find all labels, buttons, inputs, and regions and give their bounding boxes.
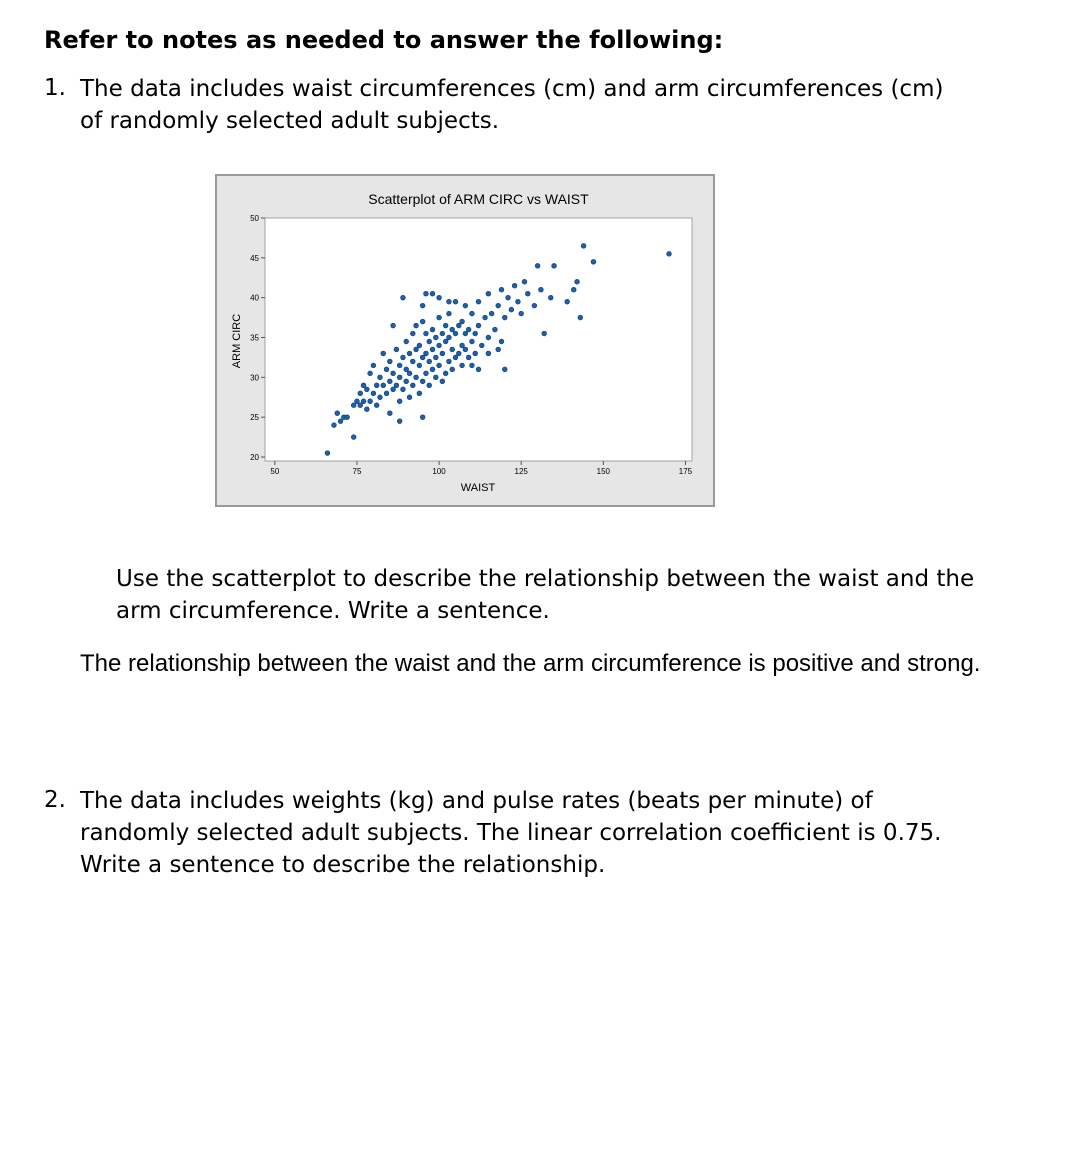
data-point [371, 391, 376, 396]
data-point [420, 319, 425, 324]
data-point [374, 403, 379, 408]
data-point [447, 335, 452, 340]
data-point [358, 391, 363, 396]
data-point [532, 303, 537, 308]
data-point [433, 375, 438, 380]
data-point [335, 411, 340, 416]
data-point [433, 335, 438, 340]
data-point [489, 311, 494, 316]
data-point [407, 371, 412, 376]
y-axis-label: ARM CIRC [231, 313, 243, 369]
data-point [440, 351, 445, 356]
data-point [384, 391, 389, 396]
data-point [486, 351, 491, 356]
data-point [384, 367, 389, 372]
data-point [463, 303, 468, 308]
data-point [414, 347, 419, 352]
y-tick-label: 25 [250, 413, 259, 423]
plot-area [265, 218, 692, 461]
data-point [493, 327, 498, 332]
data-point [364, 387, 369, 392]
question-1-text: The data includes waist circumferences (cm) and arm circumferences (cm) of randomly selected adult subjects. [80, 76, 944, 134]
data-point [374, 383, 379, 388]
data-point [378, 395, 383, 400]
data-point [443, 371, 448, 376]
data-point [453, 355, 458, 360]
y-tick-label: 40 [250, 293, 259, 303]
data-point [516, 299, 521, 304]
data-point [542, 331, 547, 336]
data-point [368, 399, 373, 404]
data-point [512, 283, 517, 288]
data-point [387, 411, 392, 416]
data-point [394, 383, 399, 388]
data-point [427, 359, 432, 364]
data-point [391, 387, 396, 392]
data-point [414, 375, 419, 380]
data-point [463, 347, 468, 352]
data-point [437, 343, 442, 348]
data-point [486, 335, 491, 340]
data-point [420, 303, 425, 308]
data-point [410, 331, 415, 336]
data-point [437, 363, 442, 368]
data-point [519, 311, 524, 316]
data-point [450, 367, 455, 372]
x-tick-label: 50 [270, 467, 280, 476]
data-point [364, 407, 369, 412]
data-point [407, 351, 412, 356]
data-point [548, 295, 553, 300]
data-point [456, 351, 461, 356]
question-2-number: 2. [44, 787, 66, 813]
question-1-answer[interactable]: The relationship between the waist and the arm circumference is positive and strong. [80, 650, 981, 677]
data-point [420, 379, 425, 384]
data-point [427, 383, 432, 388]
data-point [460, 363, 465, 368]
data-point [440, 331, 445, 336]
chart-title: Scatterplot of ARM CIRC vs WAIST [368, 191, 589, 207]
data-point [420, 355, 425, 360]
data-point [460, 343, 465, 348]
data-point [424, 371, 429, 376]
data-point [486, 291, 491, 296]
data-point [460, 319, 465, 324]
x-tick-label: 75 [352, 467, 362, 476]
data-point [463, 331, 468, 336]
data-point [397, 363, 402, 368]
data-point [355, 399, 360, 404]
x-axis-label: WAIST [460, 482, 496, 494]
data-point [430, 327, 435, 332]
question-2-text: The data includes weights (kg) and pulse rates (beats per minute) of randomly selected adult subjects. The linear correlation coefficient is 0.75. Write a sentence to describe the relationship. [80, 788, 942, 878]
data-point [414, 323, 419, 328]
data-point [430, 291, 435, 296]
data-point [401, 295, 406, 300]
data-point [466, 327, 471, 332]
data-point [456, 323, 461, 328]
data-point [378, 375, 383, 380]
data-point [387, 359, 392, 364]
data-point [417, 343, 422, 348]
data-point [470, 339, 475, 344]
data-point [430, 347, 435, 352]
data-point [394, 347, 399, 352]
data-point [401, 387, 406, 392]
data-point [522, 279, 527, 284]
data-point [470, 363, 475, 368]
data-point [450, 347, 455, 352]
data-point [447, 311, 452, 316]
data-point [447, 299, 452, 304]
data-point [453, 331, 458, 336]
data-point [581, 243, 586, 248]
x-tick-label: 125 [514, 467, 528, 476]
data-point [430, 367, 435, 372]
data-point [427, 339, 432, 344]
data-point [361, 383, 366, 388]
data-point [443, 339, 448, 344]
data-point [407, 395, 412, 400]
data-point [450, 327, 455, 332]
data-point [473, 351, 478, 356]
data-point [397, 375, 402, 380]
y-tick-label: 35 [250, 333, 259, 343]
data-point [410, 359, 415, 364]
data-point [381, 351, 386, 356]
x-tick-label: 175 [678, 467, 693, 476]
data-point [552, 263, 557, 268]
data-point [325, 451, 330, 456]
page-heading: Refer to notes as needed to answer the following: [44, 26, 724, 54]
data-point [483, 315, 488, 320]
data-point [473, 331, 478, 336]
question-1-instruction: Use the scatterplot to describe the relationship between the waist and the arm circumference. Write a sentence. [116, 566, 975, 624]
data-point [591, 259, 596, 264]
data-point [404, 379, 409, 384]
data-point [578, 315, 583, 320]
data-point [502, 315, 507, 320]
data-point [667, 251, 672, 256]
y-tick-label: 50 [250, 214, 259, 223]
data-point [447, 359, 452, 364]
data-point [437, 295, 442, 300]
data-point [397, 419, 402, 424]
y-tick-label: 30 [250, 373, 259, 383]
data-point [351, 435, 356, 440]
data-point [371, 363, 376, 368]
data-point [565, 299, 570, 304]
y-tick-label: 20 [250, 453, 259, 463]
data-point [496, 303, 501, 308]
data-point [499, 339, 504, 344]
data-point [404, 339, 409, 344]
data-point [470, 311, 475, 316]
data-point [433, 355, 438, 360]
data-point [525, 291, 530, 296]
data-point [506, 295, 511, 300]
x-tick-label: 150 [596, 467, 610, 476]
data-point [368, 371, 373, 376]
data-point [424, 331, 429, 336]
y-tick-label: 45 [250, 253, 259, 263]
data-point [358, 403, 363, 408]
data-point [443, 323, 448, 328]
data-point [575, 279, 580, 284]
data-point [420, 415, 425, 420]
scatterplot-frame [215, 174, 715, 507]
scatterplot [217, 176, 713, 505]
data-point [440, 379, 445, 384]
data-point [387, 379, 392, 384]
data-point [499, 287, 504, 292]
data-point [404, 367, 409, 372]
data-point [453, 299, 458, 304]
data-point [417, 363, 422, 368]
data-point [476, 299, 481, 304]
data-point [401, 355, 406, 360]
question-1-number: 1. [44, 75, 66, 101]
data-point [539, 287, 544, 292]
data-point [351, 403, 356, 408]
data-point [424, 291, 429, 296]
data-point [338, 419, 343, 424]
data-point [502, 367, 507, 372]
data-point [424, 351, 429, 356]
data-point [381, 383, 386, 388]
data-point [410, 383, 415, 388]
data-point [417, 391, 422, 396]
data-point [571, 287, 576, 292]
data-point [391, 371, 396, 376]
data-point [476, 367, 481, 372]
x-tick-label: 100 [432, 467, 446, 476]
data-point [466, 355, 471, 360]
data-point [361, 399, 366, 404]
data-point [509, 307, 514, 312]
data-point [391, 323, 396, 328]
data-point [535, 263, 540, 268]
data-point [332, 423, 337, 428]
data-point [479, 343, 484, 348]
data-point [345, 415, 350, 420]
data-point [437, 315, 442, 320]
data-point [496, 347, 501, 352]
data-point [476, 323, 481, 328]
data-point [397, 399, 402, 404]
